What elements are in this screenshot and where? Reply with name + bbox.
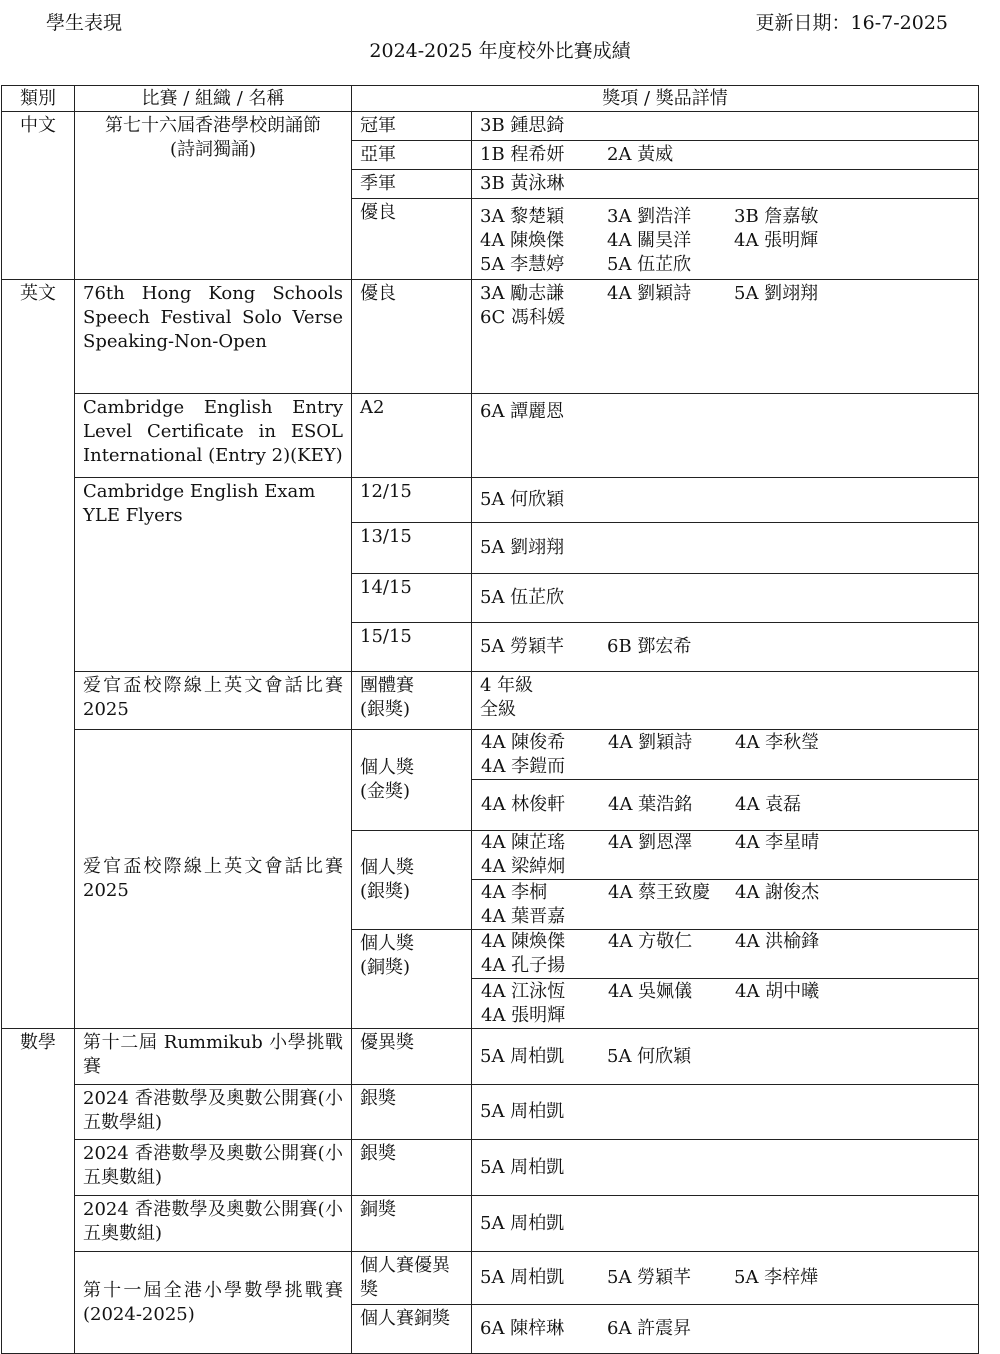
table-row bbox=[2, 394, 979, 478]
student-name: 3B 黃泳琳 bbox=[480, 173, 565, 194]
table-row bbox=[2, 478, 979, 523]
student-name: 4A 劉穎詩 bbox=[608, 731, 693, 753]
student-name: 4A 謝俊杰 bbox=[735, 881, 820, 903]
competition-cell bbox=[75, 112, 352, 280]
student-name-list bbox=[481, 831, 978, 879]
award-line: (銀獎) bbox=[360, 881, 411, 902]
student-name: 4A 袁磊 bbox=[735, 794, 802, 815]
student-name-list bbox=[480, 488, 970, 512]
details-cell bbox=[472, 730, 979, 831]
student-name: 4A 劉恩澤 bbox=[608, 832, 693, 853]
student-name: 4A 張明輝 bbox=[734, 230, 819, 251]
update-date: 更新日期：16-7-2025 bbox=[755, 12, 948, 34]
student-name: 5A 劉翊翔 bbox=[480, 537, 565, 558]
student-name-list bbox=[480, 586, 970, 610]
award-line: 團體賽 bbox=[360, 675, 414, 696]
competition-cell: Cambridge English Entry Level Certificate in ESOL International (Entry 2)(KEY) bbox=[75, 394, 352, 478]
award-line: 個人獎 bbox=[360, 757, 414, 778]
student-name: 3A 劉浩洋 bbox=[607, 206, 692, 227]
column-header-award-details: 獎項 / 獎品詳情 bbox=[352, 86, 979, 112]
student-name: 5A 劉翊翔 bbox=[734, 283, 819, 304]
table-row bbox=[2, 672, 979, 730]
details-line-2 bbox=[472, 880, 978, 929]
student-name-list bbox=[480, 205, 970, 277]
student-name: 4A 葉浩銘 bbox=[608, 794, 693, 815]
details-line-1 bbox=[472, 831, 978, 880]
student-name: 4A 李星晴 bbox=[735, 832, 820, 853]
award-cell: 13/15 bbox=[352, 523, 472, 574]
student-name: 4A 陳俊希 bbox=[481, 731, 566, 753]
award-cell: 優良 bbox=[352, 280, 472, 394]
award-line: (金獎) bbox=[360, 781, 411, 802]
table-row bbox=[2, 1029, 979, 1085]
student-name: 6A 許震昇 bbox=[607, 1318, 692, 1339]
document-title: 2024-2025 年度校外比賽成績 bbox=[369, 40, 631, 62]
award-line: 個人獎 bbox=[360, 933, 414, 954]
competition-cell: 76th Hong Kong Schools Speech Festival Solo Verse Speaking-Non-Open bbox=[75, 280, 352, 394]
table-row bbox=[2, 280, 979, 394]
category-cell-chinese: 中文 bbox=[2, 112, 75, 280]
details-cell bbox=[472, 623, 979, 672]
award-cell bbox=[352, 730, 472, 831]
details-line-1 bbox=[472, 730, 978, 780]
award-cell bbox=[352, 672, 472, 730]
student-name: 4A 李秋瑩 bbox=[735, 731, 820, 753]
competition-cell: 爱官盃校際線上英文會話比賽 2025 bbox=[75, 672, 352, 730]
table-row bbox=[2, 1196, 979, 1252]
table-row bbox=[2, 112, 979, 141]
student-name-list bbox=[480, 1317, 970, 1341]
competition-subtitle: YLE Flyers bbox=[83, 505, 183, 526]
award-cell bbox=[352, 930, 472, 1029]
competition-cell: 爱官盃校際線上英文會話比賽 2025 bbox=[75, 730, 352, 1029]
details-cell bbox=[472, 112, 979, 141]
student-name: 6B 鄧宏希 bbox=[607, 636, 692, 657]
details-cell bbox=[472, 1196, 979, 1252]
table-row bbox=[2, 1085, 979, 1140]
award-line: (銀獎) bbox=[360, 699, 411, 720]
student-name: 6A 陳梓琳 bbox=[480, 1318, 565, 1339]
table-row bbox=[2, 1252, 979, 1305]
student-name: 4A 林俊軒 bbox=[481, 794, 566, 815]
details-cell bbox=[472, 1029, 979, 1085]
student-name: 5A 李慧婷 bbox=[480, 254, 565, 275]
student-name: 5A 勞穎芊 bbox=[480, 636, 565, 657]
student-name: 4A 劉穎詩 bbox=[607, 283, 692, 304]
table-row bbox=[2, 730, 979, 831]
student-name: 5A 伍芷欣 bbox=[480, 587, 565, 608]
details-cell bbox=[472, 672, 979, 730]
category-cell-math: 數學 bbox=[2, 1029, 75, 1354]
student-name: 4A 李桐 bbox=[481, 881, 548, 903]
details-cell bbox=[472, 394, 979, 478]
category-cell-english: 英文 bbox=[2, 280, 75, 1029]
competition-subtitle: (詩詞獨誦) bbox=[169, 139, 257, 160]
award-line: 個人獎 bbox=[360, 857, 414, 878]
student-name-list bbox=[480, 1266, 970, 1290]
award-cell: A2 bbox=[352, 394, 472, 478]
competition-cell: 2024 香港數學及奧數公開賽(小五數學組) bbox=[75, 1085, 352, 1140]
award-cell: 個人賽銅獎 bbox=[352, 1305, 472, 1354]
award-cell bbox=[352, 831, 472, 930]
student-name: 5A 周柏凱 bbox=[480, 1045, 565, 1067]
details-cell bbox=[472, 199, 979, 280]
column-header-competition: 比賽 / 組織 / 名稱 bbox=[75, 86, 352, 112]
award-cell: 優良 bbox=[352, 199, 472, 280]
student-name: 5A 伍芷欣 bbox=[607, 254, 692, 275]
student-name: 5A 何欣穎 bbox=[607, 1045, 692, 1067]
details-cell bbox=[472, 574, 979, 623]
details-cell bbox=[472, 1140, 979, 1196]
student-name-list bbox=[480, 282, 970, 330]
details-cell bbox=[472, 170, 979, 199]
award-cell: 優異獎 bbox=[352, 1029, 472, 1085]
student-name: 4A 李鎧而 bbox=[481, 755, 566, 777]
award-cell: 個人賽優異獎 bbox=[352, 1252, 472, 1305]
award-cell: 12/15 bbox=[352, 478, 472, 523]
student-name: 4A 蔡王致慶 bbox=[608, 881, 711, 903]
award-cell: 14/15 bbox=[352, 574, 472, 623]
details-cell bbox=[472, 1085, 979, 1140]
table-row bbox=[2, 1140, 979, 1196]
student-name: 3A 勵志謙 bbox=[480, 283, 565, 304]
competition-name: 第七十六屆香港學校朗誦節 bbox=[105, 115, 321, 136]
student-name: 5A 周柏凱 bbox=[480, 1156, 565, 1178]
student-name-list bbox=[481, 881, 978, 929]
student-name: 3B 詹嘉敏 bbox=[734, 206, 819, 227]
results-table bbox=[1, 85, 979, 1354]
award-cell: 15/15 bbox=[352, 623, 472, 672]
student-name: 4A 陳煥傑 bbox=[481, 931, 566, 952]
student-name-list bbox=[480, 114, 970, 138]
award-cell: 冠軍 bbox=[352, 112, 472, 141]
award-cell: 季軍 bbox=[352, 170, 472, 199]
student-name: 5A 勞穎芊 bbox=[607, 1267, 692, 1288]
student-name-list bbox=[480, 1045, 970, 1069]
award-cell: 銅獎 bbox=[352, 1196, 472, 1252]
student-name: 5A 李梓燁 bbox=[734, 1267, 819, 1288]
student-name: 2A 黃威 bbox=[607, 144, 674, 165]
details-cell bbox=[472, 1252, 979, 1305]
student-name: 3A 黎楚穎 bbox=[480, 206, 565, 227]
details-cell bbox=[472, 831, 979, 930]
student-name-list bbox=[481, 980, 978, 1028]
student-name: 6C 馮科媛 bbox=[480, 307, 565, 328]
detail-line: 全級 bbox=[480, 699, 516, 720]
details-line-1 bbox=[472, 930, 978, 979]
student-name: 4A 江泳恆 bbox=[481, 980, 566, 1002]
student-name-list bbox=[481, 930, 978, 978]
detail-line: 4 年級 bbox=[480, 675, 534, 696]
award-cell: 銀獎 bbox=[352, 1085, 472, 1140]
student-name: 4A 胡中曦 bbox=[735, 980, 820, 1002]
student-name: 5A 周柏凱 bbox=[480, 1101, 565, 1122]
student-name: 1B 程希妍 bbox=[480, 144, 565, 165]
student-name-list bbox=[480, 635, 970, 659]
competition-cell bbox=[75, 478, 352, 672]
student-name-list bbox=[480, 1156, 970, 1180]
student-name: 4A 陳芷瑤 bbox=[481, 832, 566, 853]
details-cell bbox=[472, 478, 979, 523]
student-name-list bbox=[481, 731, 978, 779]
student-name: 4A 吳姵儀 bbox=[608, 980, 693, 1002]
competition-name: Cambridge English Exam bbox=[83, 481, 316, 502]
column-header-category: 類別 bbox=[2, 86, 75, 112]
details-cell bbox=[472, 523, 979, 574]
student-name: 4A 張明輝 bbox=[481, 1004, 566, 1026]
details-line-2 bbox=[472, 979, 978, 1028]
student-name: 5A 周柏凱 bbox=[480, 1267, 565, 1288]
table-header-row bbox=[2, 86, 979, 112]
details-cell bbox=[472, 280, 979, 394]
student-name-list bbox=[480, 143, 970, 167]
student-name-list bbox=[480, 1100, 970, 1124]
student-name-list bbox=[480, 172, 970, 196]
student-name: 4A 葉晋嘉 bbox=[481, 905, 566, 927]
competition-cell: 第十二屆 Rummikub 小學挑戰賽 bbox=[75, 1029, 352, 1085]
competition-cell: 2024 香港數學及奧數公開賽(小五奧數組) bbox=[75, 1140, 352, 1196]
student-name: 4A 陳煥傑 bbox=[480, 230, 565, 251]
competition-cell: 第十一屆全港小學數學挑戰賽(2024-2025) bbox=[75, 1252, 352, 1354]
student-name: 3B 鍾思錡 bbox=[480, 115, 565, 136]
student-name: 4A 梁綽炯 bbox=[481, 856, 566, 877]
student-name: 4A 洪榆鋒 bbox=[735, 931, 820, 952]
details-cell bbox=[472, 141, 979, 170]
student-name: 4A 方敬仁 bbox=[608, 931, 693, 952]
page-section-label: 學生表現 bbox=[46, 12, 123, 34]
competition-cell: 2024 香港數學及奧數公開賽(小五奧數組) bbox=[75, 1196, 352, 1252]
student-name-list bbox=[480, 400, 970, 424]
award-cell: 亞軍 bbox=[352, 141, 472, 170]
award-cell: 銀獎 bbox=[352, 1140, 472, 1196]
student-name: 4A 孔子揚 bbox=[481, 955, 566, 976]
student-name-list bbox=[480, 1212, 970, 1236]
student-name: 4A 關昊洋 bbox=[607, 230, 692, 251]
student-name: 5A 何欣穎 bbox=[480, 489, 565, 510]
details-cell bbox=[472, 1305, 979, 1354]
details-line-2 bbox=[472, 780, 978, 830]
student-name: 5A 周柏凱 bbox=[480, 1212, 565, 1234]
student-name: 6A 譚麗恩 bbox=[480, 401, 565, 422]
student-name-list bbox=[481, 793, 862, 817]
award-line: (銅獎) bbox=[360, 957, 411, 978]
student-name-list bbox=[480, 536, 970, 560]
details-cell bbox=[472, 930, 979, 1029]
